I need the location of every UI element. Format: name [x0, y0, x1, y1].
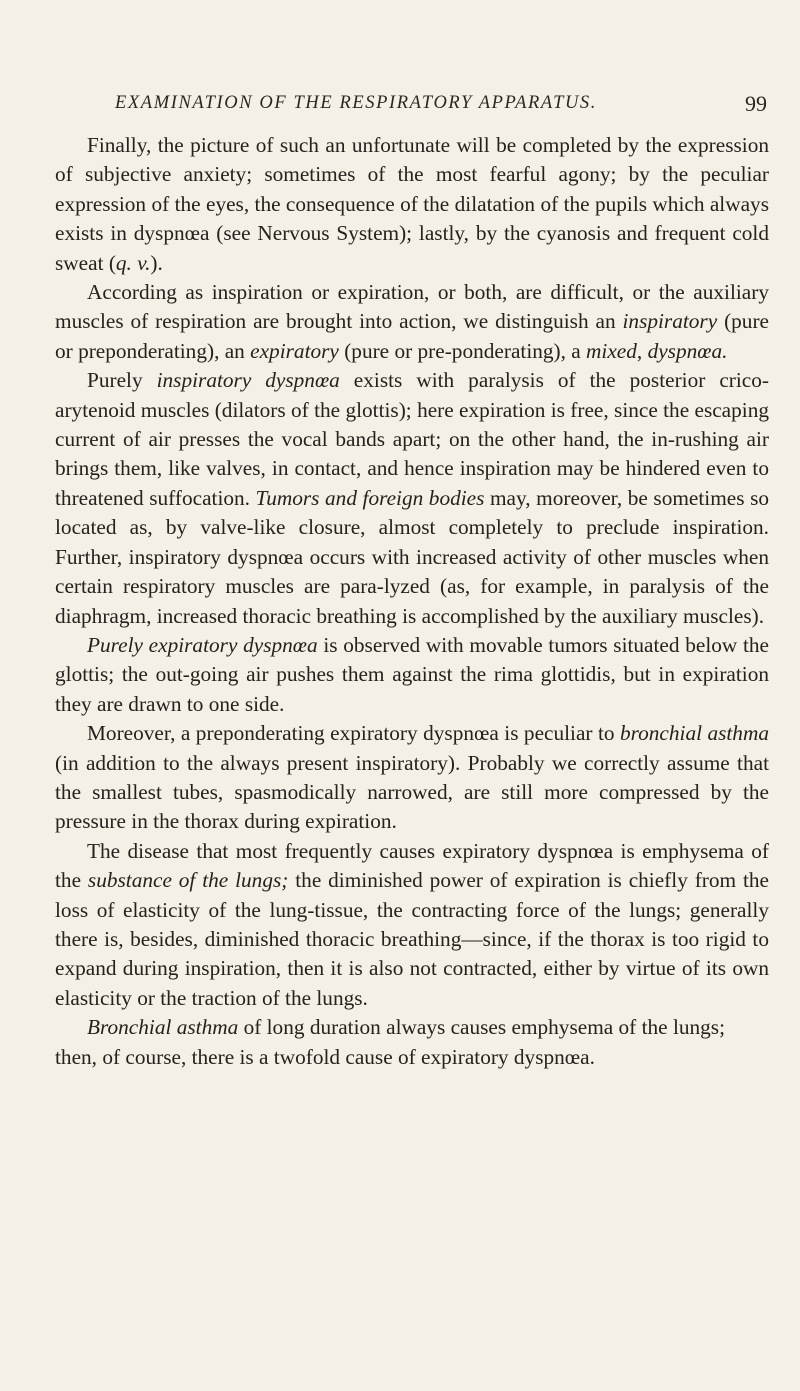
text-run: Purely: [87, 368, 157, 393]
paragraph: [55, 837, 769, 1013]
text-run: Finally, the picture of such an unfortunate will be completed by the expression of subjective anxiety; sometimes of the most fearful agony; by the peculiar expression of the eyes, the consequence of the dilatation of the pupils which always exists in dyspnœa (see Nervous System); lastly, by the cyanosis and frequent cold sweat (: [55, 133, 769, 275]
paragraph: [55, 366, 769, 631]
text-run: (pure or pre-ponderating), a: [338, 338, 587, 363]
text-run: ).: [150, 250, 163, 275]
text-run: of long duration always causes emphysema of the lungs; then, of course, there is a twofold cause of expiratory dyspnœa.: [55, 1015, 726, 1069]
body-text: [55, 131, 769, 1072]
text-run: (in addition to the always present inspiratory). Probably we correctly assume that the smallest tubes, spasmodically narrowed, are still more compressed by the pressure in the thorax during expiration.: [55, 750, 769, 834]
text-run: The disease that most frequently causes expiratory dyspnœa is emphysema of the: [55, 838, 769, 893]
italic-text: q. v.: [115, 250, 151, 275]
text-run: may, moreover, be sometimes so located as, by valve-like closure, almost completely to preclude inspiration. Further, inspiratory dyspnœa occurs with increased activity of other muscles when certain respiratory muscles are para-lyzed (as, for example, in paralysis of the diaphragm, increased thoracic breathing is accomplished by the auxiliary muscles).: [55, 485, 770, 628]
paragraph: [55, 278, 769, 366]
text-run: the diminished power of expiration is chiefly from the loss of elasticity of the lung-tissue, the contracting force of the lungs; generally there is, besides, diminished thoracic breathing—since, if the thorax is too rigid to expand during inspiration, then it is also not contracted, either by virtue of its own elasticity or the traction of the lungs.: [55, 868, 770, 1010]
text-run: exists with paralysis of the posterior crico-arytenoid muscles (dilators of the glottis); here expiration is free, since the escaping current of air presses the vocal bands apart; on the other hand, the in-rushing air brings them, like valves, in contact, and hence inspiration may be hindered even to threatened suffocation.: [55, 368, 769, 510]
paragraph: [55, 631, 769, 719]
page-number: 99: [745, 91, 767, 116]
italic-text: expiratory: [250, 338, 339, 363]
italic-text: substance of the lungs;: [87, 868, 289, 893]
italic-text: inspiratory: [622, 309, 718, 334]
text-run: Moreover, a preponderating expiratory dyspnœa is peculiar to: [87, 721, 620, 746]
text-run: is observed with movable tumors situated below the glottis; the out-going air pushes them against the rima glottidis, but in expiration they are drawn to one side.: [55, 632, 769, 716]
italic-text: inspiratory dyspnœa: [156, 368, 340, 393]
italic-text: Bronchial asthma: [87, 1015, 239, 1040]
italic-text: mixed: [586, 338, 637, 363]
italic-text: dyspnœa.: [647, 338, 728, 363]
text-run: (pure or preponderating), an: [55, 309, 769, 363]
paragraph: [55, 131, 769, 278]
italic-text: bronchial asthma: [619, 721, 769, 746]
running-head: [55, 93, 775, 123]
text-run: ,: [636, 338, 648, 363]
running-title: EXAMINATION OF THE RESPIRATORY APPARATUS.: [115, 93, 598, 113]
italic-text: Tumors and foreign bodies: [255, 485, 485, 510]
text-run: According as inspiration or expiration, or both, are difficult, or the auxiliary muscles of respiration are brought into action, we distinguish an: [55, 280, 769, 334]
paragraph: [55, 1013, 769, 1072]
italic-text: Purely expiratory dyspnœa: [87, 632, 318, 657]
paragraph: [55, 719, 769, 837]
